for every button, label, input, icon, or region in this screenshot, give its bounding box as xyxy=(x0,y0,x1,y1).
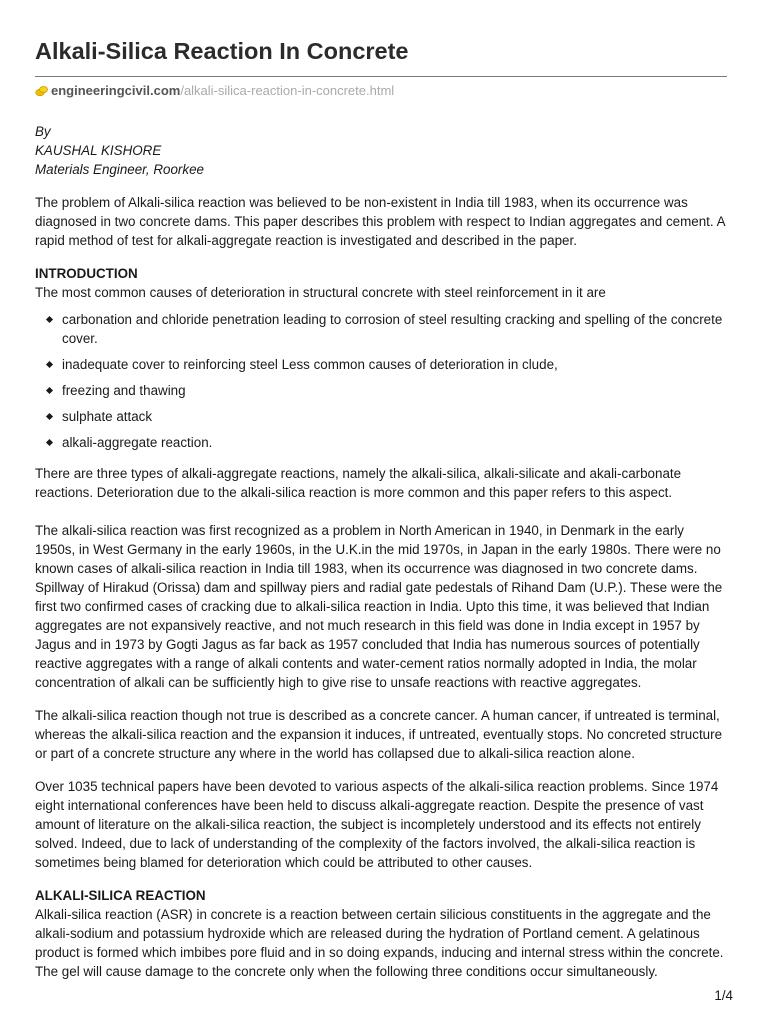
introduction-heading: INTRODUCTION xyxy=(35,266,138,281)
byline-by: By xyxy=(35,124,51,139)
byline-affiliation: Materials Engineer, Roorkee xyxy=(35,162,204,177)
diamond-bullet-icon xyxy=(46,413,53,420)
list-item-text: sulphate attack xyxy=(62,409,153,424)
asr-paragraph: Alkali-silica reaction (ASR) in concrete is a reaction between certain silicious constituents in the aggregate and the alkali-sodium and potassium hydroxide which are released during the hydration of Portland cement. A gelatinous product is formed which imbibes pore fluid and in so doing expands, inducing and internal stress within the concrete. The gel will cause damage to the concrete only when the following three conditions occur simultaneously. xyxy=(35,907,724,979)
list-item-text: alkali-aggregate reaction. xyxy=(62,435,213,450)
diamond-bullet-icon xyxy=(46,439,53,446)
list-item-text: freezing and thawing xyxy=(62,383,186,398)
diamond-bullet-icon xyxy=(46,387,53,394)
source-domain[interactable]: engineeringcivil.com xyxy=(51,83,181,98)
list-item xyxy=(35,433,727,452)
types-paragraph: There are three types of alkali-aggregate reactions, namely the alkali-silica, alkali-silicate and akali-carbonate reactions. Deterioration due to the alkali-silica reaction is more common and this paper refers to this aspect. xyxy=(35,466,682,500)
byline-author: KAUSHAL KISHORE xyxy=(35,143,162,158)
list-item-text: carbonation and chloride penetration leading to corrosion of steel resulting cracking and spelling of the concrete cover. xyxy=(62,312,723,346)
list-item-text: inadequate cover to reinforcing steel Less common causes of deterioration in clude, xyxy=(62,357,558,372)
article-body xyxy=(35,122,727,981)
list-item xyxy=(35,310,727,348)
link-icon xyxy=(35,85,48,97)
abstract-paragraph: The problem of Alkali-silica reaction was believed to be non-existent in India till 1983, when its occurrence was diagnosed in two concrete dams. This paper describes this problem with respect to Indian aggregates and cement. A rapid method of test for alkali-aggregate reaction is investigated and described in the paper. xyxy=(35,195,725,248)
page-number: 1/4 xyxy=(714,988,733,1003)
diamond-bullet-icon xyxy=(46,316,53,323)
history-paragraph: The alkali-silica reaction was first recognized as a problem in North American in 1940, in Denmark in the early 1950s, in West Germany in the early 1960s, in the U.K.in the mid 1970s, in Japan in the early 1980s. There were no known cases of alkali-silica reaction in India till 1983, when its occurrence was diagnosed in two concrete dams. Spillway of Hirakud (Orissa) dam and spillway piers and radial gate pedestals of Rihand Dam (U.P.). These were the first two confirmed cases of cracking due to alkali-silica reaction in India. Upto this time, it was believed that Indian aggregates are not expansively reactive, and not much research in this field was done in India except in 1957 by Jagus and in 1973 by Gogti Jagus as far back as 1957 concluded that India has numerous sources of potentially reactive aggregates with a range of alkali contents and water-cement ratios normally adopted in India, the molar concentration of alkali can be sufficiently high to give rise to unsafe reactions with reactive aggregates. xyxy=(35,523,723,690)
source-path[interactable]: /alkali-silica-reaction-in-concrete.html xyxy=(180,83,395,98)
source-url[interactable] xyxy=(35,83,394,98)
page-title: Alkali-Silica Reaction In Concrete xyxy=(35,38,409,64)
cancer-paragraph: The alkali-silica reaction though not true is described as a concrete cancer. A human cancer, if untreated is terminal, whereas the alkali-silica reaction and the expansion it induces, if untreated, eventually stops. No concreted structure or part of a concrete structure any where in the world has collapsed due to alkali-silica reaction alone. xyxy=(35,708,723,761)
diamond-bullet-icon xyxy=(46,361,53,368)
asr-heading: ALKALI-SILICA REACTION xyxy=(35,888,206,903)
title-divider xyxy=(35,76,727,77)
causes-list xyxy=(35,310,727,452)
introduction-lead: The most common causes of deterioration in structural concrete with steel reinforcement in it are xyxy=(35,285,606,300)
byline xyxy=(35,122,727,179)
papers-paragraph: Over 1035 technical papers have been devoted to various aspects of the alkali-silica reaction problems. Since 1974 eight international conferences have been held to discuss alkali-aggregate reaction. Despite the presence of vast amount of literature on the alkali-silica reaction, the subject is incompletely understood and its effects not entirely solved. Indeed, due to lack of understanding of the complexity of the factors involved, the alkali-silica reaction is sometimes being blamed for deterioration which could be attributed to other causes. xyxy=(35,779,719,870)
list-item xyxy=(35,355,727,374)
list-item xyxy=(35,381,727,400)
list-item xyxy=(35,407,727,426)
